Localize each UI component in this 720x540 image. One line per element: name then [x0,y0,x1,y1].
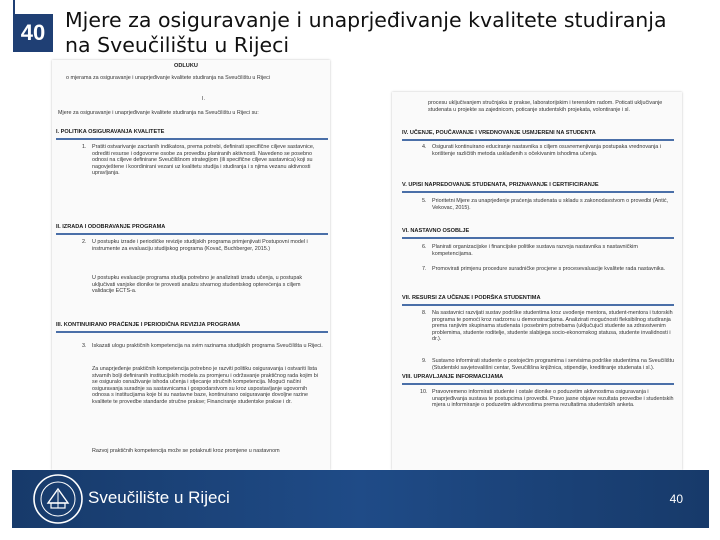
slide-number-badge [13,14,53,52]
doc-section-3-title: III. KONTINUIRANO PRAĆENJE I PERIODIČNA REVIZIJA PROGRAMA [56,322,241,328]
doc-item-4-text: Osigurati kontinuirano educiranje nastavnika s ciljem osuvremenjivanja postupaka vrednovanja i korištenje različitih metoda usklađenih s očekivanim ishodima učenja. [432,144,661,157]
slide-number: 40 [20,20,46,45]
footer-university-name: Sveučilište u Rijeci [88,488,230,507]
doc-intro-2: Mjere za osiguravanje i unaprjeđivanje kvalitete studiranja na Sveučilištu u Rijeci su: [58,110,259,116]
doc-section-7-rule [402,304,674,306]
doc-section-4-title: IV. UČENJE, POUČAVANJE I VREDNOVANJE USMJERENI NA STUDENTA [402,130,596,136]
document-scan-right [392,92,682,470]
doc-item-9-number: 9. [422,358,427,364]
doc-roman: I. [202,96,205,102]
slide-title [65,8,715,58]
doc-section-2-title: II. IZRADA I ODOBRAVANJE PROGRAMA [56,224,166,230]
footer-bar [12,470,709,528]
doc-item-1-number: 1. [82,144,87,150]
doc-item-6-number: 6. [422,244,427,250]
doc-section-8-title: VIII. UPRAVLJANJE INFORMACIJAMA [402,374,504,380]
doc-item-3-text: Iskazati ulogu praktičnih kompetencija na svim razinama studijskih programa Sveučilišta u Rijeci. [92,343,323,349]
slide-title-line-2: na Sveučilištu u Rijeci [65,33,290,57]
university-seal-icon [32,473,84,525]
doc-intro: o mjerama za osiguravanje i unaprjeđivanje kvalitete studiranja na Sveučilištu u Rijeci [66,75,271,81]
doc-item-5-text: Prioritetni Mjere za unaprjeđenje praćenja studenata u skladu s zakonodavstvom o provedbi (Antić, Vekovac, 2015). [432,198,669,211]
doc-section-2-rule [56,233,328,235]
doc-item-6-text: Planirati organizacijske i financijske politike sustava razvoja nastavnika s nastavničkim kompetencijama. [432,244,638,257]
doc-section-5-rule [402,191,674,193]
doc-item-3-text-2: Za unaprjeđenje praktičnih kompetencija potrebno je razviti politiku osiguravanja i ostvariti lista stvarnih bolji definiranih institucijskih modela za promjenu i održavanje praktičnog rada kojim bi se osiguralo osnaživanje ishoda učenja i stjecanje stručnih kompetencija. Mogući načini osiguravanja suradnje sa sastavnicama i gospodarstvom su kroz uspostavljanje ugovornih odnosa s institucijama koje bi su nastavne baze, kontinuirano osiguravanje dovoljne razine kvalitete te provedbe standarde stručne prakse; Financiranje studentske prakse i dr. [92,366,318,405]
doc-item-1-text: Pratiti ostvarivanje zacrtanih indikatora, prema potrebi, definirati specifične ciljeve sastavnice, odrediti resurse i odgovorne osobe za provedbu planiranih aktivnosti. Navedeno se posebno odnosi na ciljeve definirane Sveučilišnom strategijom (ili specifične ciljeve sastavnica) koji su nagovještene i koordinirani vezani uz kvalitetu studija i studiranja i s njima vezanu aktivnosti upravljanja. [92,144,315,177]
doc-item-7-number: 7. [422,266,427,272]
doc-item-8-number: 8. [422,310,427,316]
doc-item-3-number: 3. [82,343,87,349]
doc-heading: ODLUKU [174,63,198,69]
document-scan-left [52,60,330,470]
doc-item-10-number: 10. [420,389,428,395]
doc-item-3-text-3: Razvoj praktičnih kompetencija može se potaknuti kroz promjene u nastavnom [92,448,280,454]
doc-item-7-text: Promovirati primjenu procedure suradničke procjene s procesevaluacije kvalitete rada nastavnika. [432,266,666,272]
doc-item-9-text: Sustavno informirati studente o postojećim programima i servisima podrške studentima na Sveučilištu (Studentski savjetovališni centar, Sveučilišna knjižnica, stipendije, kreditiranje studenata i sl.). [432,358,675,371]
doc-right-top-text: procesu uključivanjem stručnjaka iz prakse, laboratorijskim i terenskim radom. Poticati uključivanje studenata u projekte sa zajednicom, poticanje studentskih projekata, volontiranje i sl. [428,100,663,113]
doc-section-1-title: I. POLITIKA OSIGURAVANJA KVALITETE [56,129,165,135]
doc-item-2-number: 2. [82,239,87,245]
doc-item-2-text-2: U postupku evaluacije programa studija potrebno je analizirati izradu učenja, u postupak uključivati vanjske dionike te provesti analizu stvarnog studentskog opterećenja s ciljem validacije ECTS-a. [92,275,303,295]
doc-item-8-text: Na sastavnici razvijati sustav podrške studentima kroz uvođenje mentora, student-mentora i tutorskih programa te pomoći kroz nadzornu u demonstracijama. Analizirati mogućnosti fleksibilnog studiranja prema ranjivim skupinama studenata i posebnim potrebama (uključujući studente sa zdravstvenim problemima, studente roditelje, studente slabijega socio-ekonomskog statusa, studente invalidnosti i dr.). [432,310,673,343]
doc-item-10-text: Pravovremeno informirati studente i ostale dionike o poduzetim aktivnostima osiguravanja i unaprjeđivanja sustava te postupcima i provedbi. Pravo jasne objave rezultata provedbe i studentskih mjera u informiranje o poduzetim aktivnostima prema rezultatima studentskih anketa. [432,389,674,409]
slide-title-line-1: Mjere za osiguravanje i unaprjeđivanje kvalitete studiranja [65,8,667,32]
doc-section-3-rule [56,331,328,333]
doc-section-8-rule [402,383,674,385]
doc-item-2-text: U postupku izrade i periodičke revizije studijskih programa primjenjivati Postupovni model i instrumente za evaluaciju studijskog programa (Kovač, Buchberger, 2015.) [92,239,308,252]
doc-item-4-number: 4. [422,144,427,150]
doc-section-6-rule [402,237,674,239]
doc-section-7-title: VII. RESURSI ZA UČENJE I PODRŠKA STUDENTIMA [402,295,541,301]
footer-page-number: 40 [669,492,683,506]
doc-section-6-title: VI. NASTAVNO OSOBLJE [402,228,470,234]
doc-section-4-rule [402,139,674,141]
doc-section-5-title: V. UPISI NAPREDOVANJE STUDENATA, PRIZNAVANJE I CERTIFICIRANJE [402,182,599,188]
doc-item-5-number: 5. [422,198,427,204]
doc-section-1-rule [56,138,328,140]
